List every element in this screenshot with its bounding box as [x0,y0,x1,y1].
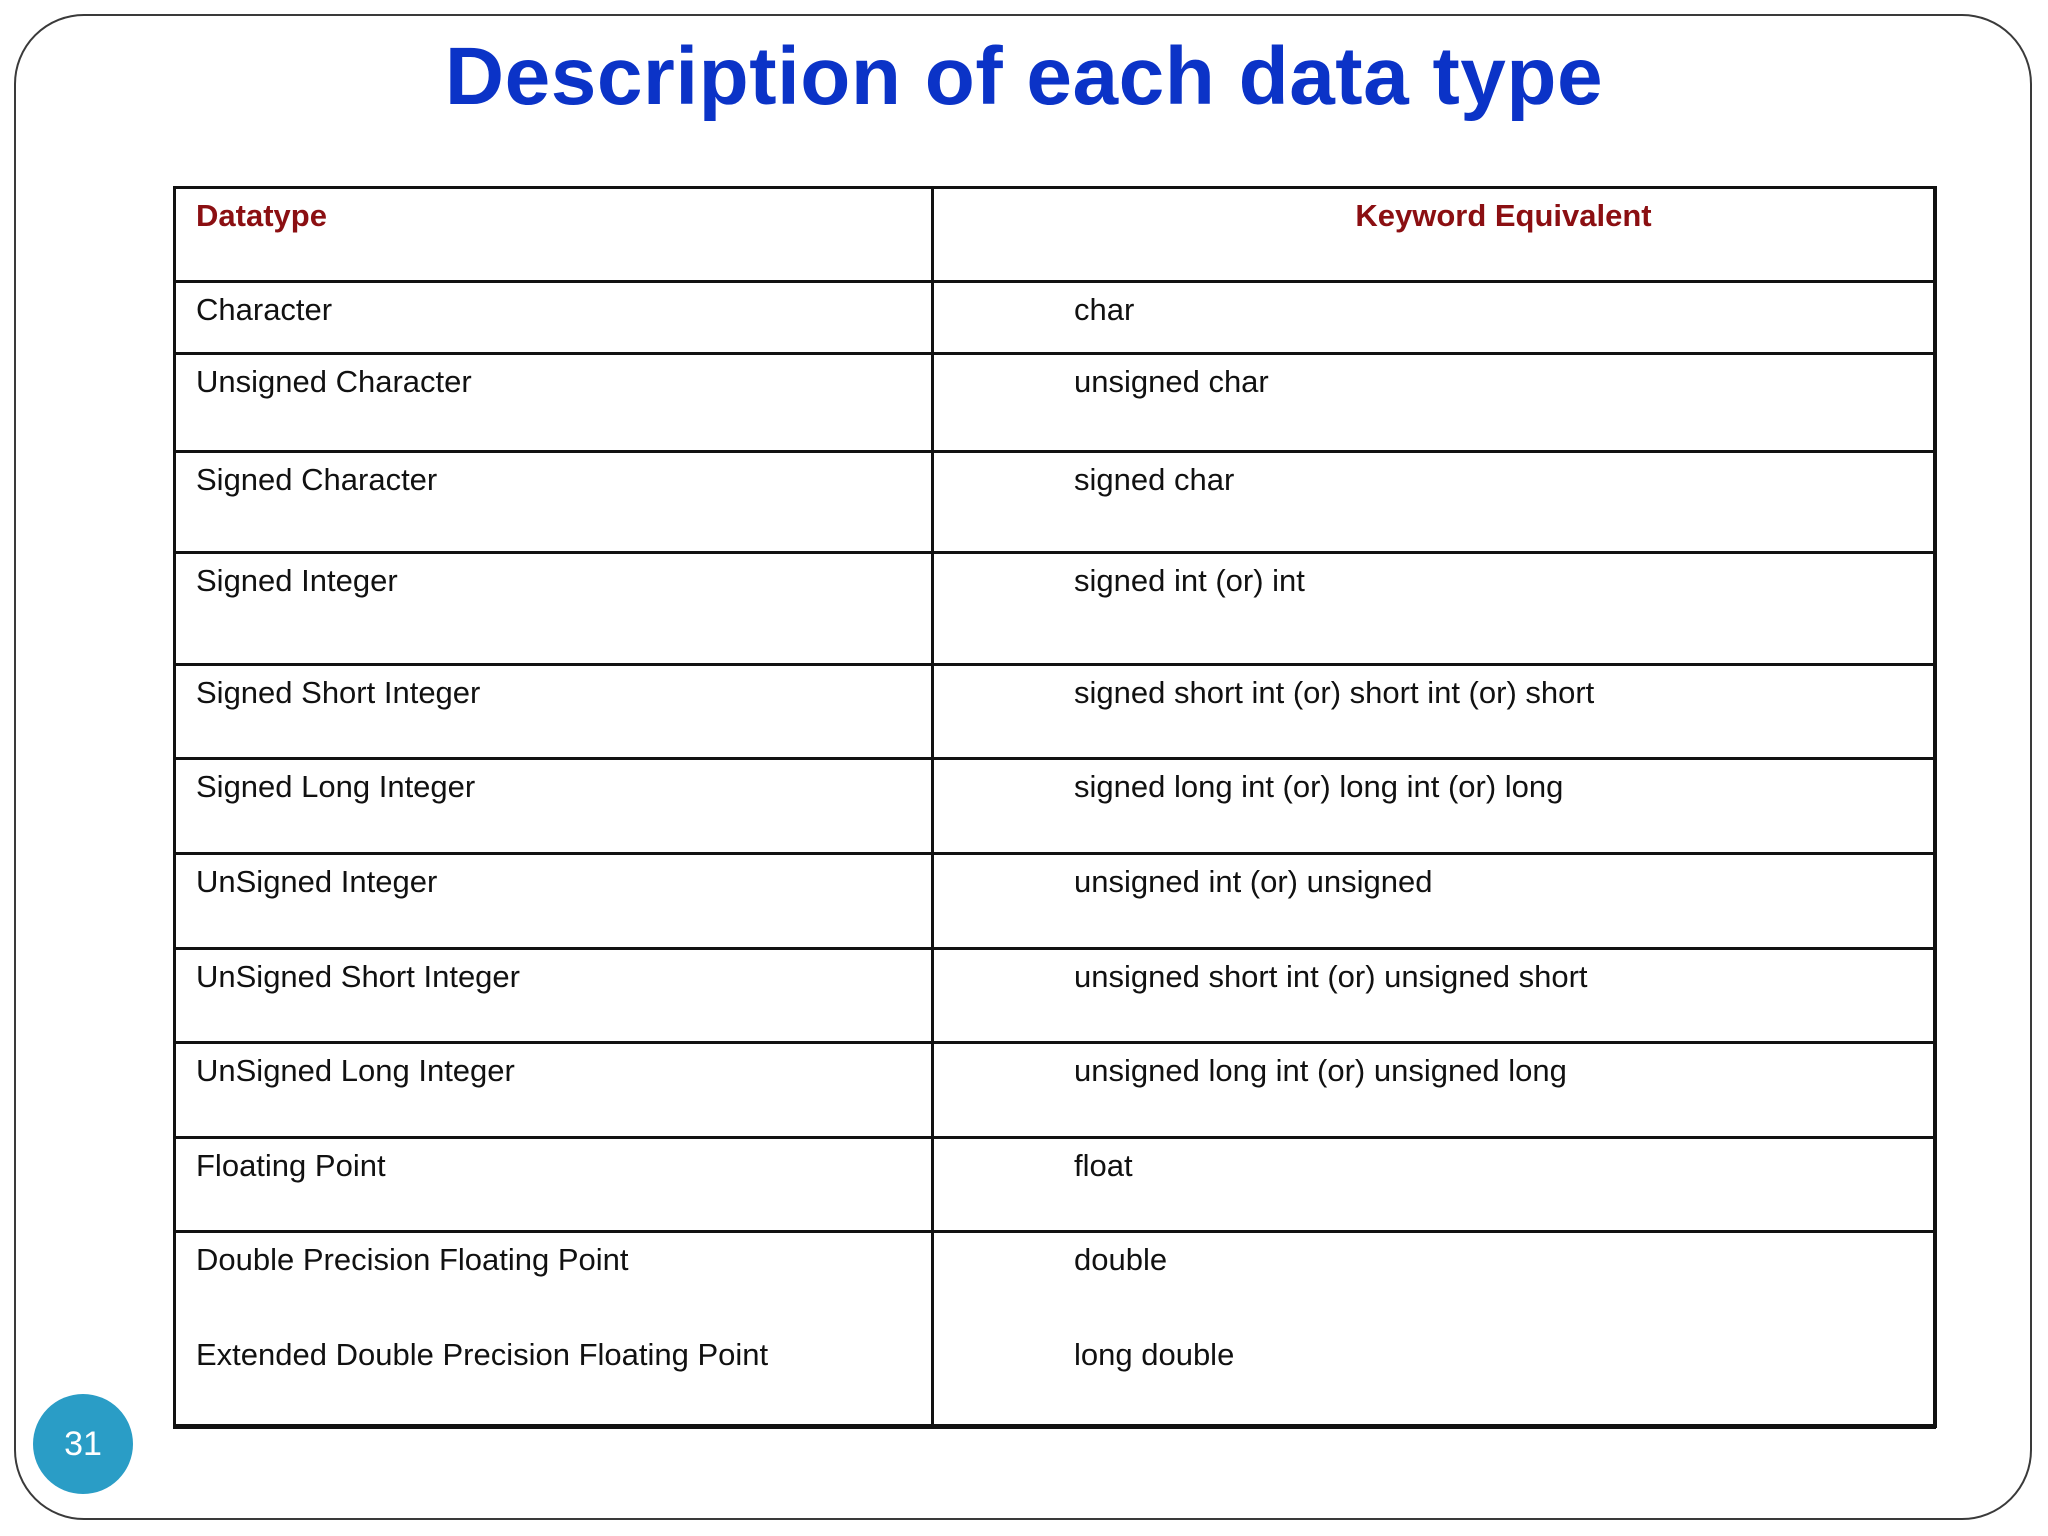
table-row [175,949,1935,1043]
table-row [175,282,1935,354]
keyword-cell [933,1232,1935,1428]
datatype-cell: UnSigned Long Integer [175,1043,933,1138]
datatype-cell: UnSigned Integer [175,854,933,949]
keyword-text: long double [1074,1337,1235,1372]
keyword-cell: unsigned long int (or) unsigned long [933,1043,1935,1138]
keyword-cell: char [933,282,1935,354]
table-row [175,665,1935,759]
keyword-cell: unsigned char [933,354,1935,452]
table-row [175,354,1935,452]
table-row [175,1043,1935,1138]
keyword-cell: signed int (or) int [933,553,1935,665]
datatype-text: Extended Double Precision Floating Point [196,1337,769,1372]
slide-title: Description of each data type [444,31,1604,122]
header-keyword-equivalent: Keyword Equivalent [933,188,1935,282]
table-row [175,452,1935,553]
datatype-cell: Signed Long Integer [175,759,933,854]
keyword-cell: signed long int (or) long int (or) long [933,759,1935,854]
table-row [175,759,1935,854]
datatype-table [173,186,1936,1429]
datatype-cell: Signed Character [175,452,933,553]
page-number-badge: 31 [33,1394,133,1494]
table-header-row [175,188,1935,282]
keyword-cell: unsigned short int (or) unsigned short [933,949,1935,1043]
table-row [175,1232,1935,1428]
datatype-text: Double Precision Floating Point [196,1242,629,1277]
datatype-cell: Character [175,282,933,354]
header-datatype: Datatype [175,188,933,282]
datatype-cell: Unsigned Character [175,354,933,452]
datatype-cell: Signed Integer [175,553,933,665]
table-row [175,1138,1935,1232]
keyword-text: double [1074,1242,1168,1277]
keyword-cell: unsigned int (or) unsigned [933,854,1935,949]
datatype-cell [175,1232,933,1428]
table-row [175,854,1935,949]
keyword-cell: signed char [933,452,1935,553]
datatype-table-container [173,186,1937,1428]
datatype-cell: Floating Point [175,1138,933,1232]
table-row [175,553,1935,665]
keyword-cell: float [933,1138,1935,1232]
datatype-cell: Signed Short Integer [175,665,933,759]
datatype-cell: UnSigned Short Integer [175,949,933,1043]
keyword-cell: signed short int (or) short int (or) short [933,665,1935,759]
